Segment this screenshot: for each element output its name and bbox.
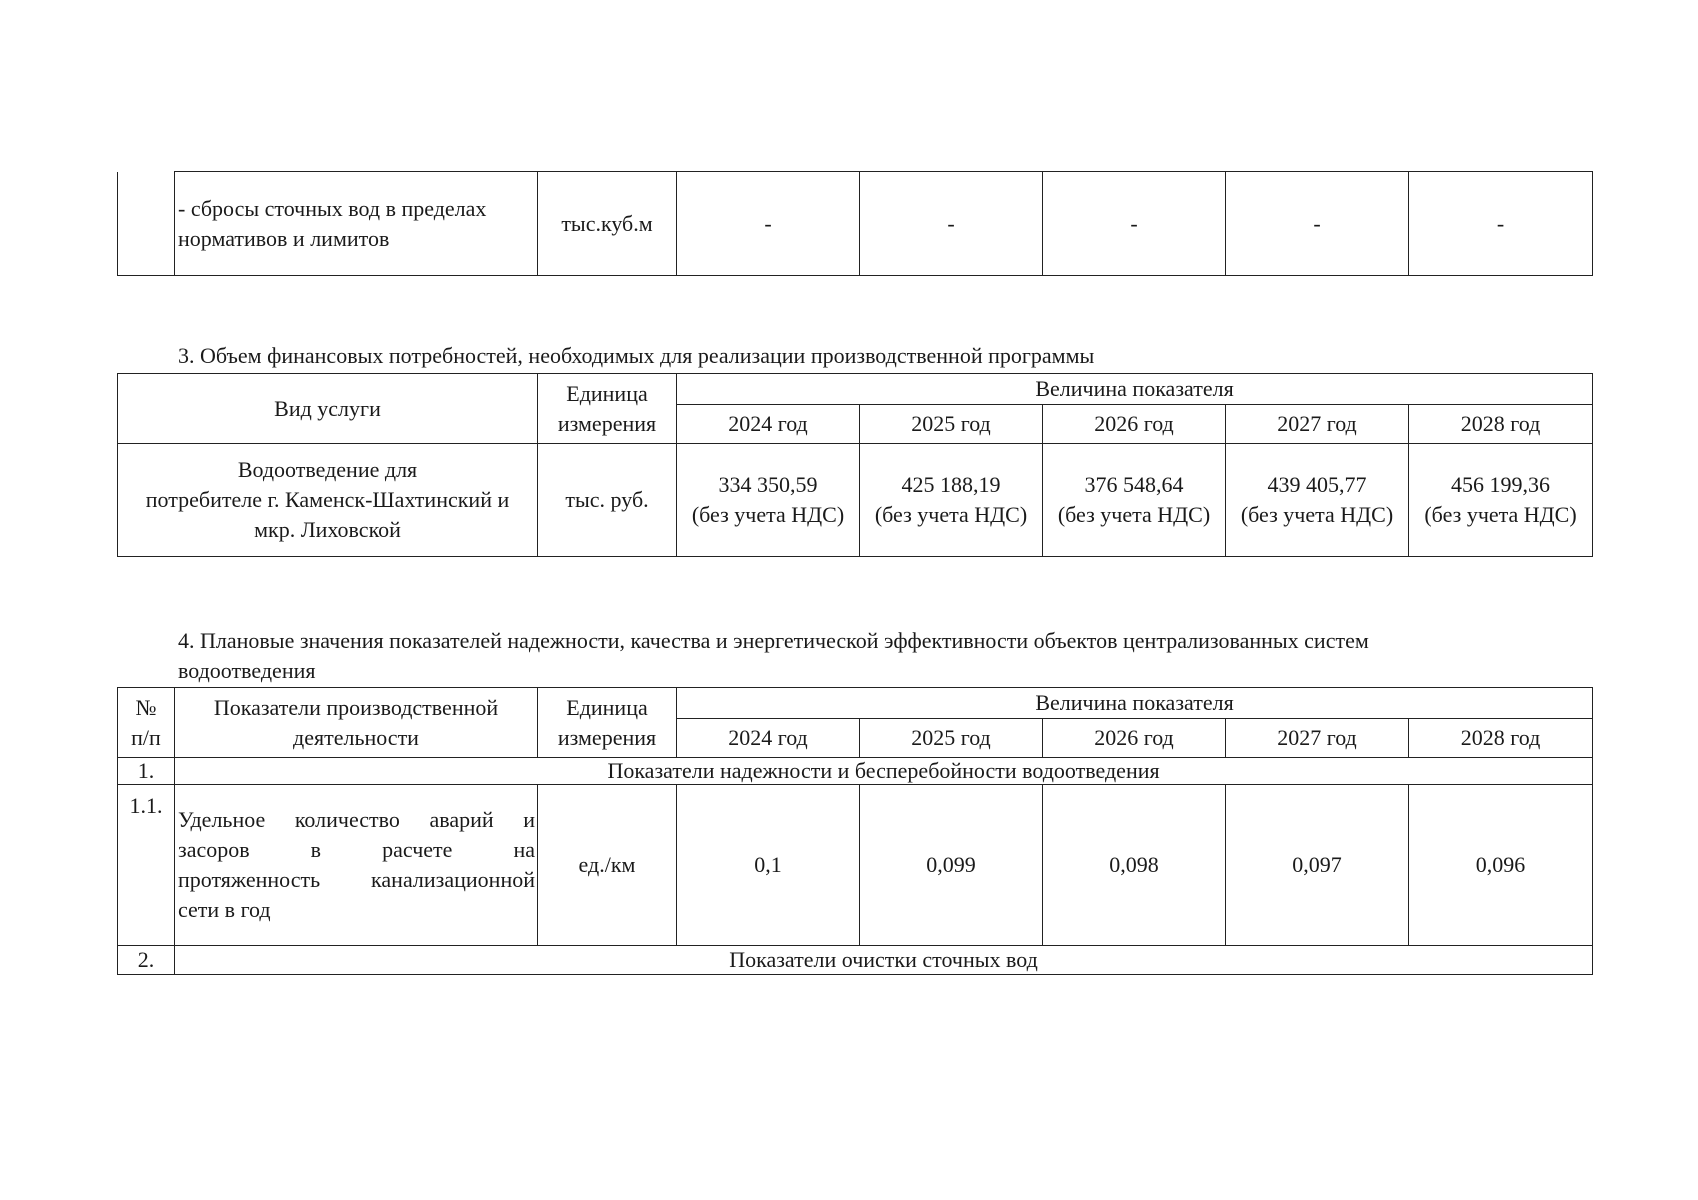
year-header: 2026 год	[1043, 719, 1226, 758]
group-num-cell: 2.	[118, 946, 175, 975]
unit-cell: тыс. руб.	[538, 444, 677, 557]
section-4-heading	[178, 626, 1588, 686]
vat-note: (без учета НДС)	[1424, 502, 1577, 527]
value-cell: -	[677, 172, 860, 276]
unit-header-line: измерения	[557, 724, 657, 750]
unit-header-line: измерения	[557, 410, 657, 436]
table-row	[118, 444, 1593, 557]
section-4-heading-line: водоотведения	[178, 658, 316, 683]
indicator-name-line: протяженность канализационной	[178, 867, 535, 892]
vat-note: (без учета НДС)	[1057, 502, 1211, 527]
unit-header	[538, 688, 677, 758]
year-header: 2024 год	[677, 405, 860, 444]
group-num-cell: 1.	[118, 758, 175, 785]
amount-cell	[860, 444, 1043, 557]
value-cell: 0,099	[860, 785, 1043, 946]
table-row	[118, 172, 1593, 276]
num-header-line: №	[135, 694, 157, 720]
year-header: 2027 год	[1226, 719, 1409, 758]
group-row	[118, 946, 1593, 975]
indicator-header-line: Показатели производственной	[213, 694, 499, 720]
table-row	[118, 785, 1593, 946]
service-name-line: мкр. Лиховской	[254, 517, 401, 542]
value-cell: -	[1226, 172, 1409, 276]
service-type-header: Вид услуги	[118, 374, 538, 444]
value-group-header: Величина показателя	[677, 688, 1593, 719]
section-3-heading: 3. Объем финансовых потребностей, необходимых для реализации производственной программы	[178, 343, 1095, 368]
amount-cell	[1043, 444, 1226, 557]
indicator-name-cell: - сбросы сточных вод в пределах нормативов и лимитов	[175, 172, 538, 276]
value-cell: 0,096	[1409, 785, 1593, 946]
unit-header-line: Единица	[566, 694, 648, 720]
group-title-cell: Показатели очистки сточных вод	[175, 946, 1593, 975]
amount-cell	[677, 444, 860, 557]
amount-value: 456 199,36	[1451, 472, 1551, 497]
unit-header-line: Единица	[566, 380, 648, 406]
value-cell: -	[860, 172, 1043, 276]
num-header-line: п/п	[131, 724, 161, 750]
amount-value: 376 548,64	[1084, 472, 1184, 497]
amount-value: 334 350,59	[718, 472, 818, 497]
year-header: 2025 год	[860, 719, 1043, 758]
service-name-line: потребителе г. Каменск-Шахтинский и	[145, 487, 510, 512]
indicator-header	[175, 688, 538, 758]
indicator-name-line: сети в год	[178, 897, 271, 922]
unit-cell: ед./км	[538, 785, 677, 946]
amount-cell	[1226, 444, 1409, 557]
wastewater-discharge-table	[117, 171, 1593, 276]
year-header: 2024 год	[677, 719, 860, 758]
reliability-indicators-table	[117, 687, 1593, 975]
value-cell: -	[1409, 172, 1593, 276]
amount-value: 439 405,77	[1267, 472, 1367, 497]
unit-cell: тыс.куб.м	[538, 172, 677, 276]
vat-note: (без учета НДС)	[1240, 502, 1394, 527]
unit-header	[538, 374, 677, 444]
table-header-row	[118, 688, 1593, 719]
amount-value: 425 188,19	[901, 472, 1001, 497]
vat-note: (без учета НДС)	[691, 502, 845, 527]
amount-cell	[1409, 444, 1593, 557]
year-header: 2027 год	[1226, 405, 1409, 444]
year-header: 2028 год	[1409, 405, 1593, 444]
table-header-row	[118, 374, 1593, 405]
num-header	[118, 688, 175, 758]
value-cell: -	[1043, 172, 1226, 276]
indicator-name-line: засоров в расчете на	[178, 837, 535, 862]
service-name-line: Водоотведение для	[237, 457, 418, 482]
group-title-cell: Показатели надежности и бесперебойности водоотведения	[175, 758, 1593, 785]
indicator-name-cell	[175, 785, 538, 946]
year-header: 2026 год	[1043, 405, 1226, 444]
indicator-name-line: Удельное количество аварий и	[178, 807, 535, 832]
section-4-heading-line: 4. Плановые значения показателей надежности, качества и энергетической эффективности объектов централизованных систем	[178, 628, 1369, 653]
value-group-header: Величина показателя	[677, 374, 1593, 405]
num-cell	[118, 172, 175, 276]
service-name-cell	[118, 444, 538, 557]
financial-needs-table	[117, 373, 1593, 557]
value-cell: 0,097	[1226, 785, 1409, 946]
indicator-header-line: деятельности	[293, 724, 419, 750]
value-cell: 0,098	[1043, 785, 1226, 946]
group-row	[118, 758, 1593, 785]
vat-note: (без учета НДС)	[874, 502, 1028, 527]
row-num-cell: 1.1.	[118, 785, 175, 946]
year-header: 2028 год	[1409, 719, 1593, 758]
value-cell: 0,1	[677, 785, 860, 946]
year-header: 2025 год	[860, 405, 1043, 444]
